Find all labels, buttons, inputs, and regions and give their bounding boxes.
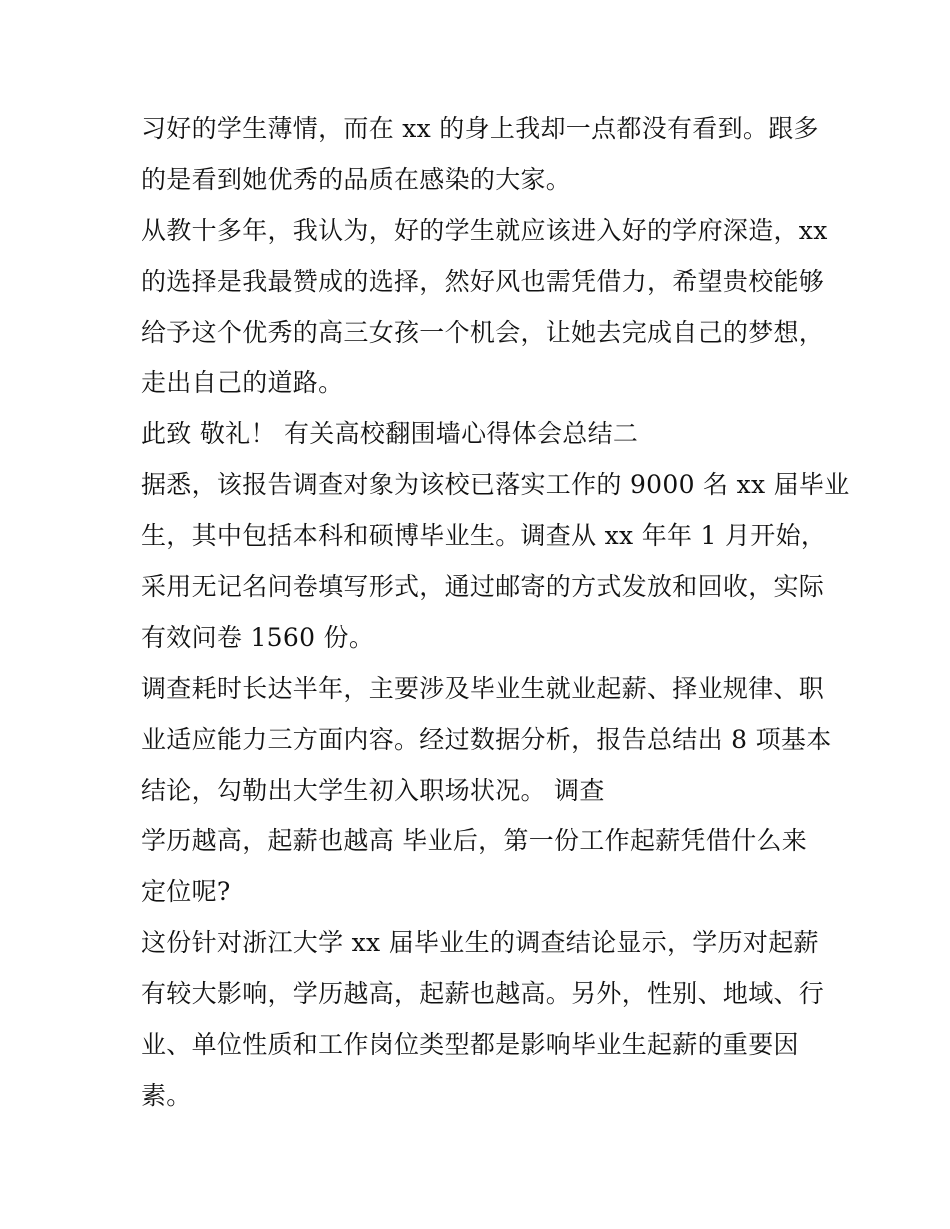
text-line: 的选择是我最赞成的选择，然好风也需凭借力，希望贵校能够 [141,266,825,296]
text-line: 业适应能力三方面内容。经过数据分析，报告总结出 8 项基本 [141,724,832,754]
text-line: 素。 [141,1080,192,1110]
text-line: 业、单位性质和工作岗位类型都是影响毕业生起薪的重要因 [141,1030,799,1060]
text-line: 定位呢? [141,877,231,907]
text-line: 这份针对浙江大学 xx 届毕业生的调查结论显示，学历对起薪 [141,928,819,958]
text-line: 给予这个优秀的高三女孩一个机会，让她去完成自己的梦想， [141,317,825,347]
text-line: 学历越高，起薪也越高 毕业后，第一份工作起薪凭借什么来 [141,826,808,856]
text-line: 据悉，该报告调查对象为该校已落实工作的 9000 名 xx 届毕业 [141,470,850,500]
text-line: 的是看到她优秀的品质在感染的大家。 [141,164,572,194]
text-line: 有较大影响，学历越高，起薪也越高。另外，性别、地域、行 [141,979,825,1009]
text-line: 走出自己的道路。 [141,368,344,398]
text-line: 习好的学生薄情，而在 xx 的身上我却一点都没有看到。跟多 [141,114,819,143]
text-line: 采用无记名问卷填写形式，通过邮寄的方式发放和回收，实际 [141,572,825,602]
text-line: 有效问卷 1560 份。 [141,622,375,652]
text-line: 结论，勾勒出大学生初入职场状况。 调查 [141,775,605,805]
text-line: 调查耗时长达半年，主要涉及毕业生就业起薪、择业规律、职 [141,673,825,703]
text-line: 此致 敬礼！ 有关高校翻围墙心得体会总结二 [141,419,639,449]
text-line: 生，其中包括本科和硕博毕业生。调查从 xx 年年 1 月开始， [141,521,827,551]
text-line: 从教十多年，我认为，好的学生就应该进入好的学府深造，xx [141,215,828,245]
body-text [141,104,850,1122]
